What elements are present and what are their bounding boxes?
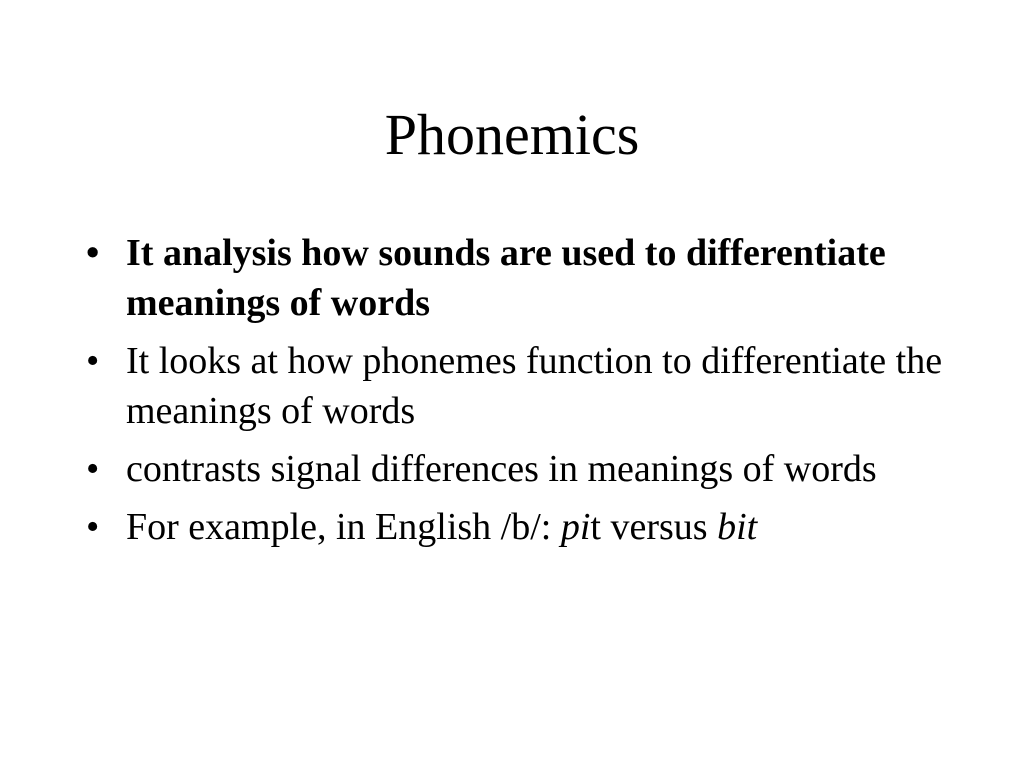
bullet-item — [86, 502, 946, 552]
bullet-text-part: t versus — [590, 506, 718, 548]
bullet-item — [86, 336, 946, 436]
bullet-list — [86, 228, 946, 560]
slide-title: Phonemics — [384, 102, 640, 167]
bullet-dot-icon: • — [86, 232, 100, 274]
bullet-text: contrasts signal differences in meanings of words — [126, 448, 877, 490]
italic-example-word: bit — [717, 506, 758, 548]
bullet-item — [86, 228, 946, 328]
bullet-text: It analysis how sounds are used to differentiate meanings of words — [126, 232, 886, 324]
bullet-dot-icon: • — [86, 506, 100, 548]
bullet-text — [126, 506, 757, 548]
bullet-item — [86, 444, 946, 494]
bullet-dot-icon: • — [86, 448, 100, 490]
bullet-dot-icon: • — [86, 340, 100, 382]
bullet-text-part: For example, in English /b/: — [126, 506, 561, 548]
italic-example-word-part: pi — [560, 506, 591, 548]
bullet-text: It looks at how phonemes function to differentiate the meanings of words — [126, 340, 943, 432]
